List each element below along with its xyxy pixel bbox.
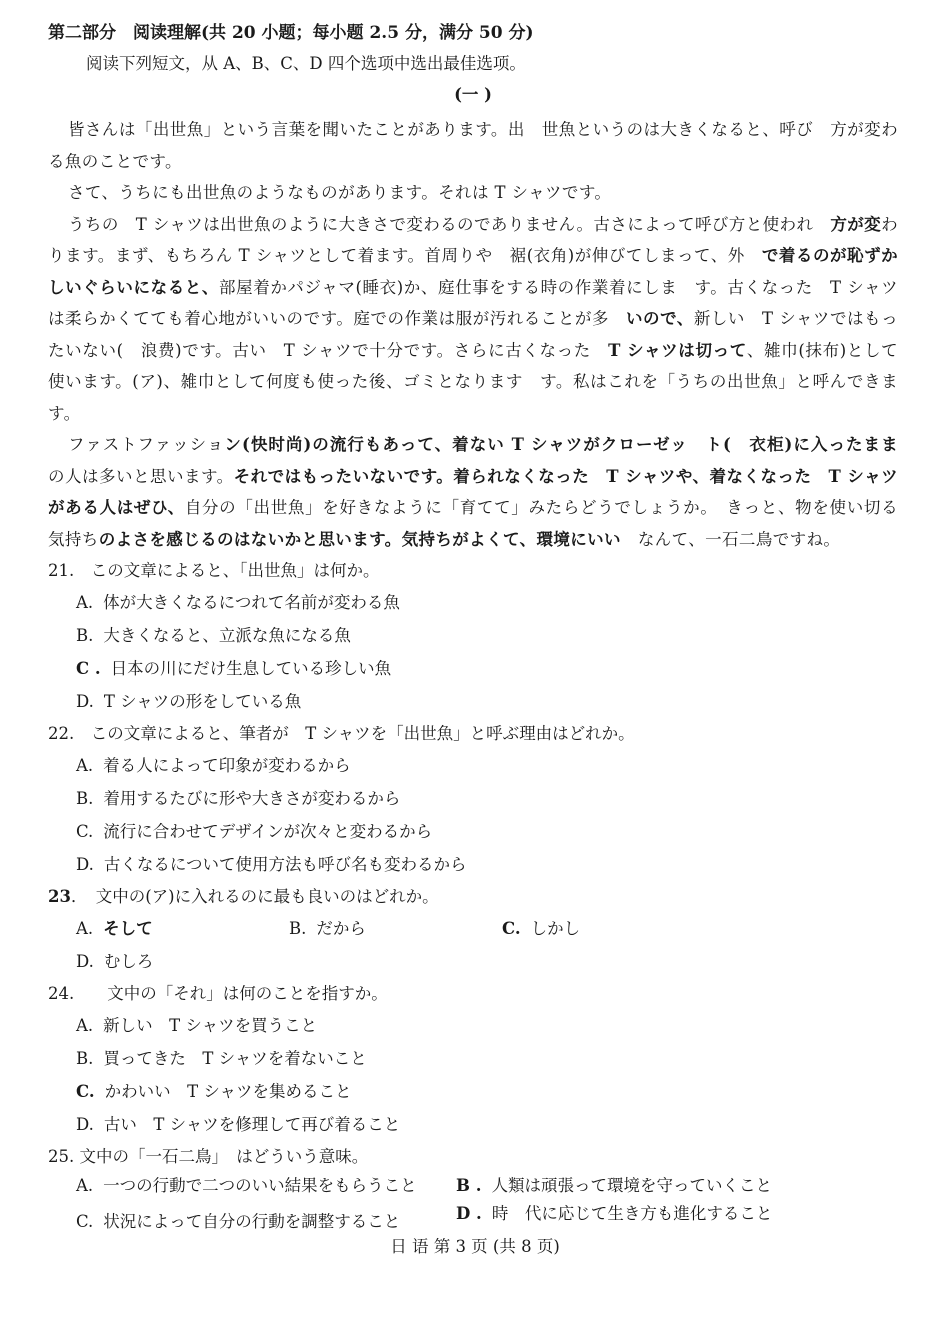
option-c[interactable]	[76, 1075, 502, 1108]
option-b[interactable]	[289, 912, 502, 945]
question-21	[48, 555, 898, 718]
question-22	[48, 718, 898, 881]
option-label: D.	[76, 855, 94, 874]
question-text: ． 文中の(ア)に入れるのに最も良いのはどれか。	[70, 887, 439, 906]
bold-run: いので、	[626, 309, 694, 328]
options	[76, 749, 898, 881]
text-run: ファストファッショ	[68, 435, 225, 454]
question-24	[48, 978, 898, 1141]
option-text: 人類は頑張って環境を守っていくこと	[491, 1176, 772, 1195]
option-a[interactable]	[76, 912, 289, 945]
question-stem: 24. 文中の「それ」は何のことを指すか。	[48, 984, 388, 1003]
option-d[interactable]	[76, 1108, 502, 1141]
option-text: 流行に合わせてデザインが次々と変わるから	[103, 822, 433, 841]
option-label: B .	[456, 1176, 482, 1195]
option-label: A.	[76, 1016, 94, 1035]
option-text: 着用するたびに形や大きさが変わるから	[103, 789, 401, 808]
option-label: A.	[76, 919, 94, 938]
option-d[interactable]	[76, 848, 898, 881]
passage-paragraph-2: さて、うちにも出世魚のようなものがあります。それは T シャツです。	[68, 183, 612, 202]
passage	[48, 114, 915, 555]
option-b[interactable]	[76, 1042, 502, 1075]
question-stem: 21. この文章によると、「出世魚」は何か。	[48, 561, 380, 580]
options	[76, 1009, 898, 1141]
question-number: 23	[48, 887, 71, 906]
question-stem	[48, 881, 898, 912]
option-label: C.	[76, 1082, 95, 1101]
option-text: 買ってきた T シャツを着ないこと	[103, 1049, 367, 1068]
bold-run: で着るのが恥ずかしいぐらいになると、	[48, 246, 899, 297]
option-label: B.	[76, 789, 94, 808]
option-label: D .	[456, 1204, 482, 1223]
option-text: 体が大きくなるにつれて名前が変わる魚	[103, 593, 400, 612]
options	[76, 586, 898, 718]
option-label: A.	[76, 593, 94, 612]
option-text: 一つの行動で二つのいい結果をもらうこと	[103, 1176, 417, 1195]
option-label: B.	[76, 626, 94, 645]
option-d[interactable]	[76, 685, 502, 718]
bold-run: のよさを感じるのはないかと思います。気持ちがよくて、環境にいい	[98, 529, 621, 549]
section-title: 第二部分 阅读理解(共 20 小题；每小题 2.5 分，满分 50 分)	[48, 23, 534, 43]
text-run: わります。まず、もちろん T シャツとして着ます。首周りや 裾(衣角)が伸びてしまって、外	[48, 214, 899, 265]
option-text: むしろ	[103, 952, 154, 971]
page-footer: 日 语 第 3 页 (共 8 页)	[390, 1237, 560, 1256]
option-b[interactable]	[456, 1172, 836, 1200]
bold-run: ン(快时尚)の流行もあって、着ない T シャツがクローゼッ ト( 衣柜)に入ったまま	[224, 435, 915, 454]
option-label: D.	[76, 1115, 94, 1134]
bold-run: それではもったいないです。着られなくなった T シャツや、着なくなった T シャツがある人はぜひ、	[48, 466, 898, 517]
option-text: 時 代に応じて生き方も進化すること	[491, 1204, 773, 1223]
text-run: 、雑巾(抹布)として使います。(ア)、雑巾として何度も使った後、ゴミとなります す。私はこれを「うちの出世魚」と呼んできます。	[48, 340, 899, 423]
option-a[interactable]	[76, 1009, 502, 1042]
option-label: B.	[76, 1049, 94, 1068]
option-c[interactable]	[76, 652, 502, 685]
text-run: なんて、一石二鳥ですね。	[620, 529, 841, 549]
passage-paragraph-3	[48, 209, 898, 430]
option-b[interactable]	[76, 619, 502, 652]
options	[76, 1172, 898, 1236]
option-label: A.	[76, 756, 94, 775]
bold-run: 方が変	[830, 214, 882, 234]
option-d[interactable]	[76, 945, 289, 978]
option-c[interactable]	[502, 912, 715, 945]
text-run: の人は多いと思います。	[48, 466, 234, 486]
option-a[interactable]	[76, 749, 898, 782]
option-text: 着る人によって印象が変わるから	[103, 756, 351, 775]
option-text: しかし	[530, 919, 581, 938]
passage-paragraph-1: 皆さんは「出世魚」という言葉を聞いたことがあります。出 世魚というのは大きくなると、呼び 方が変わる魚のことです。	[48, 120, 898, 171]
option-a[interactable]	[76, 1172, 456, 1200]
option-a[interactable]	[76, 586, 502, 619]
option-text: 新しい T シャツを買うこと	[103, 1016, 318, 1035]
bold-run: T シャツは切って	[608, 340, 747, 360]
option-label: C.	[76, 822, 94, 841]
option-text: 大きくなると、立派な魚になる魚	[103, 626, 351, 645]
option-text: 古くなるについて使用方法も呼び名も変わるから	[103, 855, 467, 874]
option-d[interactable]	[456, 1200, 836, 1236]
option-label: D.	[76, 692, 94, 711]
question-25	[48, 1141, 898, 1236]
exam-page	[48, 18, 915, 1236]
instruction: 阅读下列短文，从 A、B、C、D 四个选项中选出最佳选项。	[86, 54, 526, 73]
passage-paragraph-4	[48, 429, 915, 555]
text-run: 新しい T シャツではもったいない( 浪费)です。古い T シャツで十分です。さらに古くなった	[48, 309, 898, 360]
text-run: 自分の「出世魚」を好きなように「育てて」みたらどうでしょうか。 きっと、物を使い切る気持ち	[48, 498, 898, 549]
options	[76, 912, 898, 978]
option-text: 状況によって自分の行動を調整すること	[103, 1212, 401, 1231]
option-text: だから	[316, 919, 366, 938]
option-label: A.	[76, 1176, 94, 1195]
option-label: C .	[76, 659, 101, 678]
option-text: 日本の川にだけ生息している珍しい魚	[110, 659, 392, 678]
option-text: T シャツの形をしている魚	[103, 692, 302, 711]
option-text: そして	[103, 919, 153, 938]
text-run: うちの T シャツは出世魚のように大きさで変わるのでありません。古さによって呼び方と使われ	[68, 214, 831, 234]
option-label: C.	[76, 1212, 94, 1231]
option-c[interactable]	[76, 815, 898, 848]
option-text: 古い T シャツを修理して再び着ること	[103, 1115, 401, 1134]
option-label: C.	[502, 919, 521, 938]
option-label: B.	[289, 919, 307, 938]
option-b[interactable]	[76, 782, 898, 815]
passage-number: (一 )	[454, 85, 492, 104]
option-label: D.	[76, 952, 94, 971]
text-run: 部屋着かパジャマ(睡衣)か、庭仕事をする時の作業着にしま す。古くなった T シャツは柔らかくてても着心地がいいのです。庭での作業は服が汚れることが多	[48, 277, 898, 328]
question-stem: 22. この文章によると、筆者が T シャツを「出世魚」と呼ぶ理由はどれか。	[48, 724, 635, 743]
question-23	[48, 881, 898, 978]
question-stem: 25. 文中の「一石二鳥」 はどういう意味。	[48, 1147, 369, 1166]
option-text: かわいい T シャツを集めること	[104, 1082, 352, 1101]
